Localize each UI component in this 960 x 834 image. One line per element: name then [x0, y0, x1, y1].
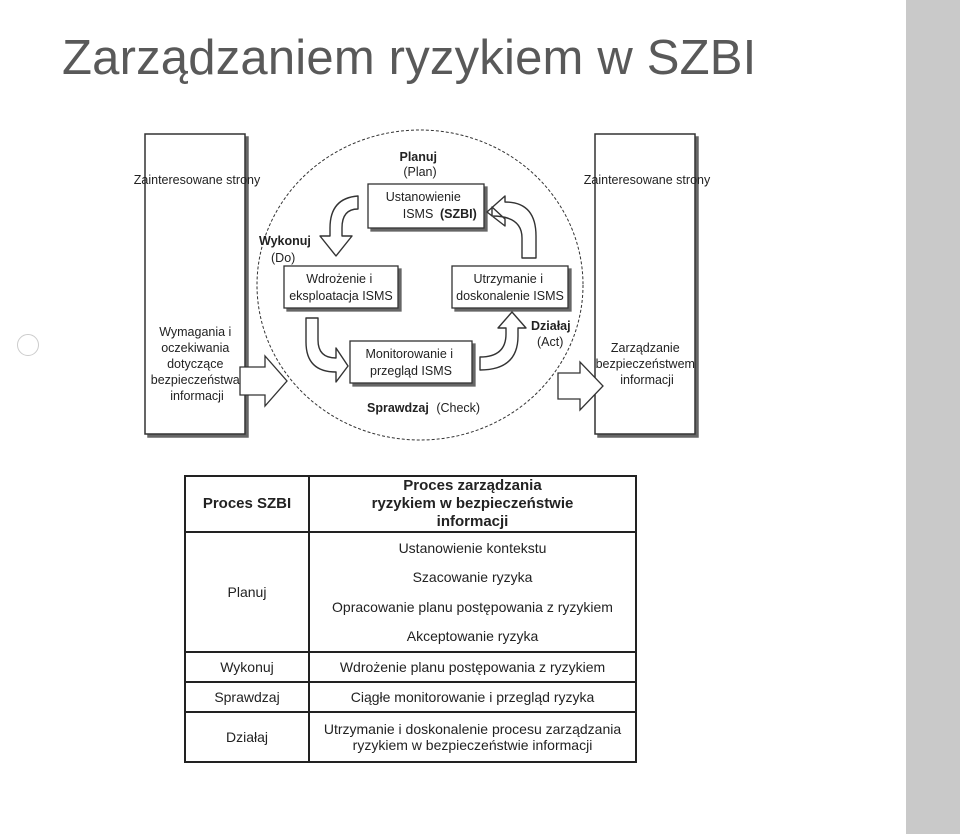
- left-box-top-text: [134, 173, 261, 187]
- table-item: Szacowanie ryzyka: [412, 569, 533, 586]
- svg-text:Wdrożenie i eksploatacja: Wdrożenie i eksploatacja ISMS: [289, 272, 393, 303]
- svg-text:Ustanowienie ISMS: Ustanowienie ISMS: [385, 190, 461, 221]
- table-items-cell: [309, 712, 636, 762]
- right-box-bottom-text: Zarządzanie bezpieczeństwem informacji: [595, 341, 695, 387]
- cycle-arrow-act-to-plan: [487, 196, 536, 258]
- svg-text:Utrzymanie i doskonaleni: Utrzymanie i doskonalenie ISMS: [456, 272, 564, 303]
- header-risk-process: Proces zarządzania ryzykiem w bezpieczeństwie informacji: [309, 476, 636, 532]
- table-phase-cell: Sprawdzaj: [185, 682, 309, 712]
- step-monitor-box: [350, 341, 472, 383]
- step-maintain-box: [452, 266, 568, 308]
- cycle-arrow-check-to-act: [480, 312, 526, 370]
- risk-process-table: [184, 475, 637, 760]
- left-box-bottom-text: Wymagania i oczekiwania dotyczące bezpieczeństwa informacji: [150, 325, 240, 403]
- table-row: [185, 652, 636, 682]
- table-items-cell: [309, 532, 636, 652]
- table-item: Utrzymanie i doskonalenie procesu zarządzania: [323, 721, 622, 737]
- header-szbi-process: Proces SZBI: [185, 476, 309, 532]
- slide-title: Zarządzaniem ryzykiem w SZBI: [62, 31, 757, 85]
- cycle-arrow-do-to-check: [306, 318, 348, 382]
- phase-check-label: Sprawdzaj (Check): [367, 401, 481, 415]
- table-row: [185, 532, 636, 652]
- phase-plan-label: Planuj (Plan): [399, 150, 438, 179]
- table-item: Opracowanie planu postępowania z ryzykiem: [332, 598, 613, 615]
- table-phase-cell: Wykonuj: [185, 652, 309, 682]
- cycle-arrow-plan-to-do: [320, 196, 358, 256]
- table-row: [185, 682, 636, 712]
- step-implement-box: [284, 266, 398, 308]
- table-item: Ustanowienie kontekstu: [398, 539, 547, 556]
- right-stakeholder-box: [584, 134, 711, 434]
- table-header-row: [185, 476, 636, 532]
- table-item: Ciągłe monitorowanie i przegląd ryzyka: [309, 682, 636, 712]
- table-phase-cell: Działaj: [185, 712, 309, 762]
- phase-do-label: Wykonuj (Do): [259, 234, 311, 265]
- left-top-line: Zainteresowane strony: [133, 173, 261, 187]
- right-box-top-text: Zainteresowane strony: [583, 173, 711, 187]
- table-item: ryzykiem w bezpieczeństwie informacji: [352, 737, 593, 753]
- table-item: Wdrożenie planu postępowania z ryzykiem: [309, 652, 636, 682]
- svg-text:Monitorowanie i przegląd: Monitorowanie i przegląd ISMS: [365, 347, 454, 378]
- table-row: [185, 712, 636, 762]
- table-phase-cell: Planuj: [185, 532, 309, 652]
- phase-act-label: Działaj (Act): [531, 319, 571, 349]
- szbi-annotation: (SZBI): [440, 207, 477, 221]
- step-establish-box: [368, 184, 484, 228]
- table-item: Akceptowanie ryzyka: [406, 628, 539, 645]
